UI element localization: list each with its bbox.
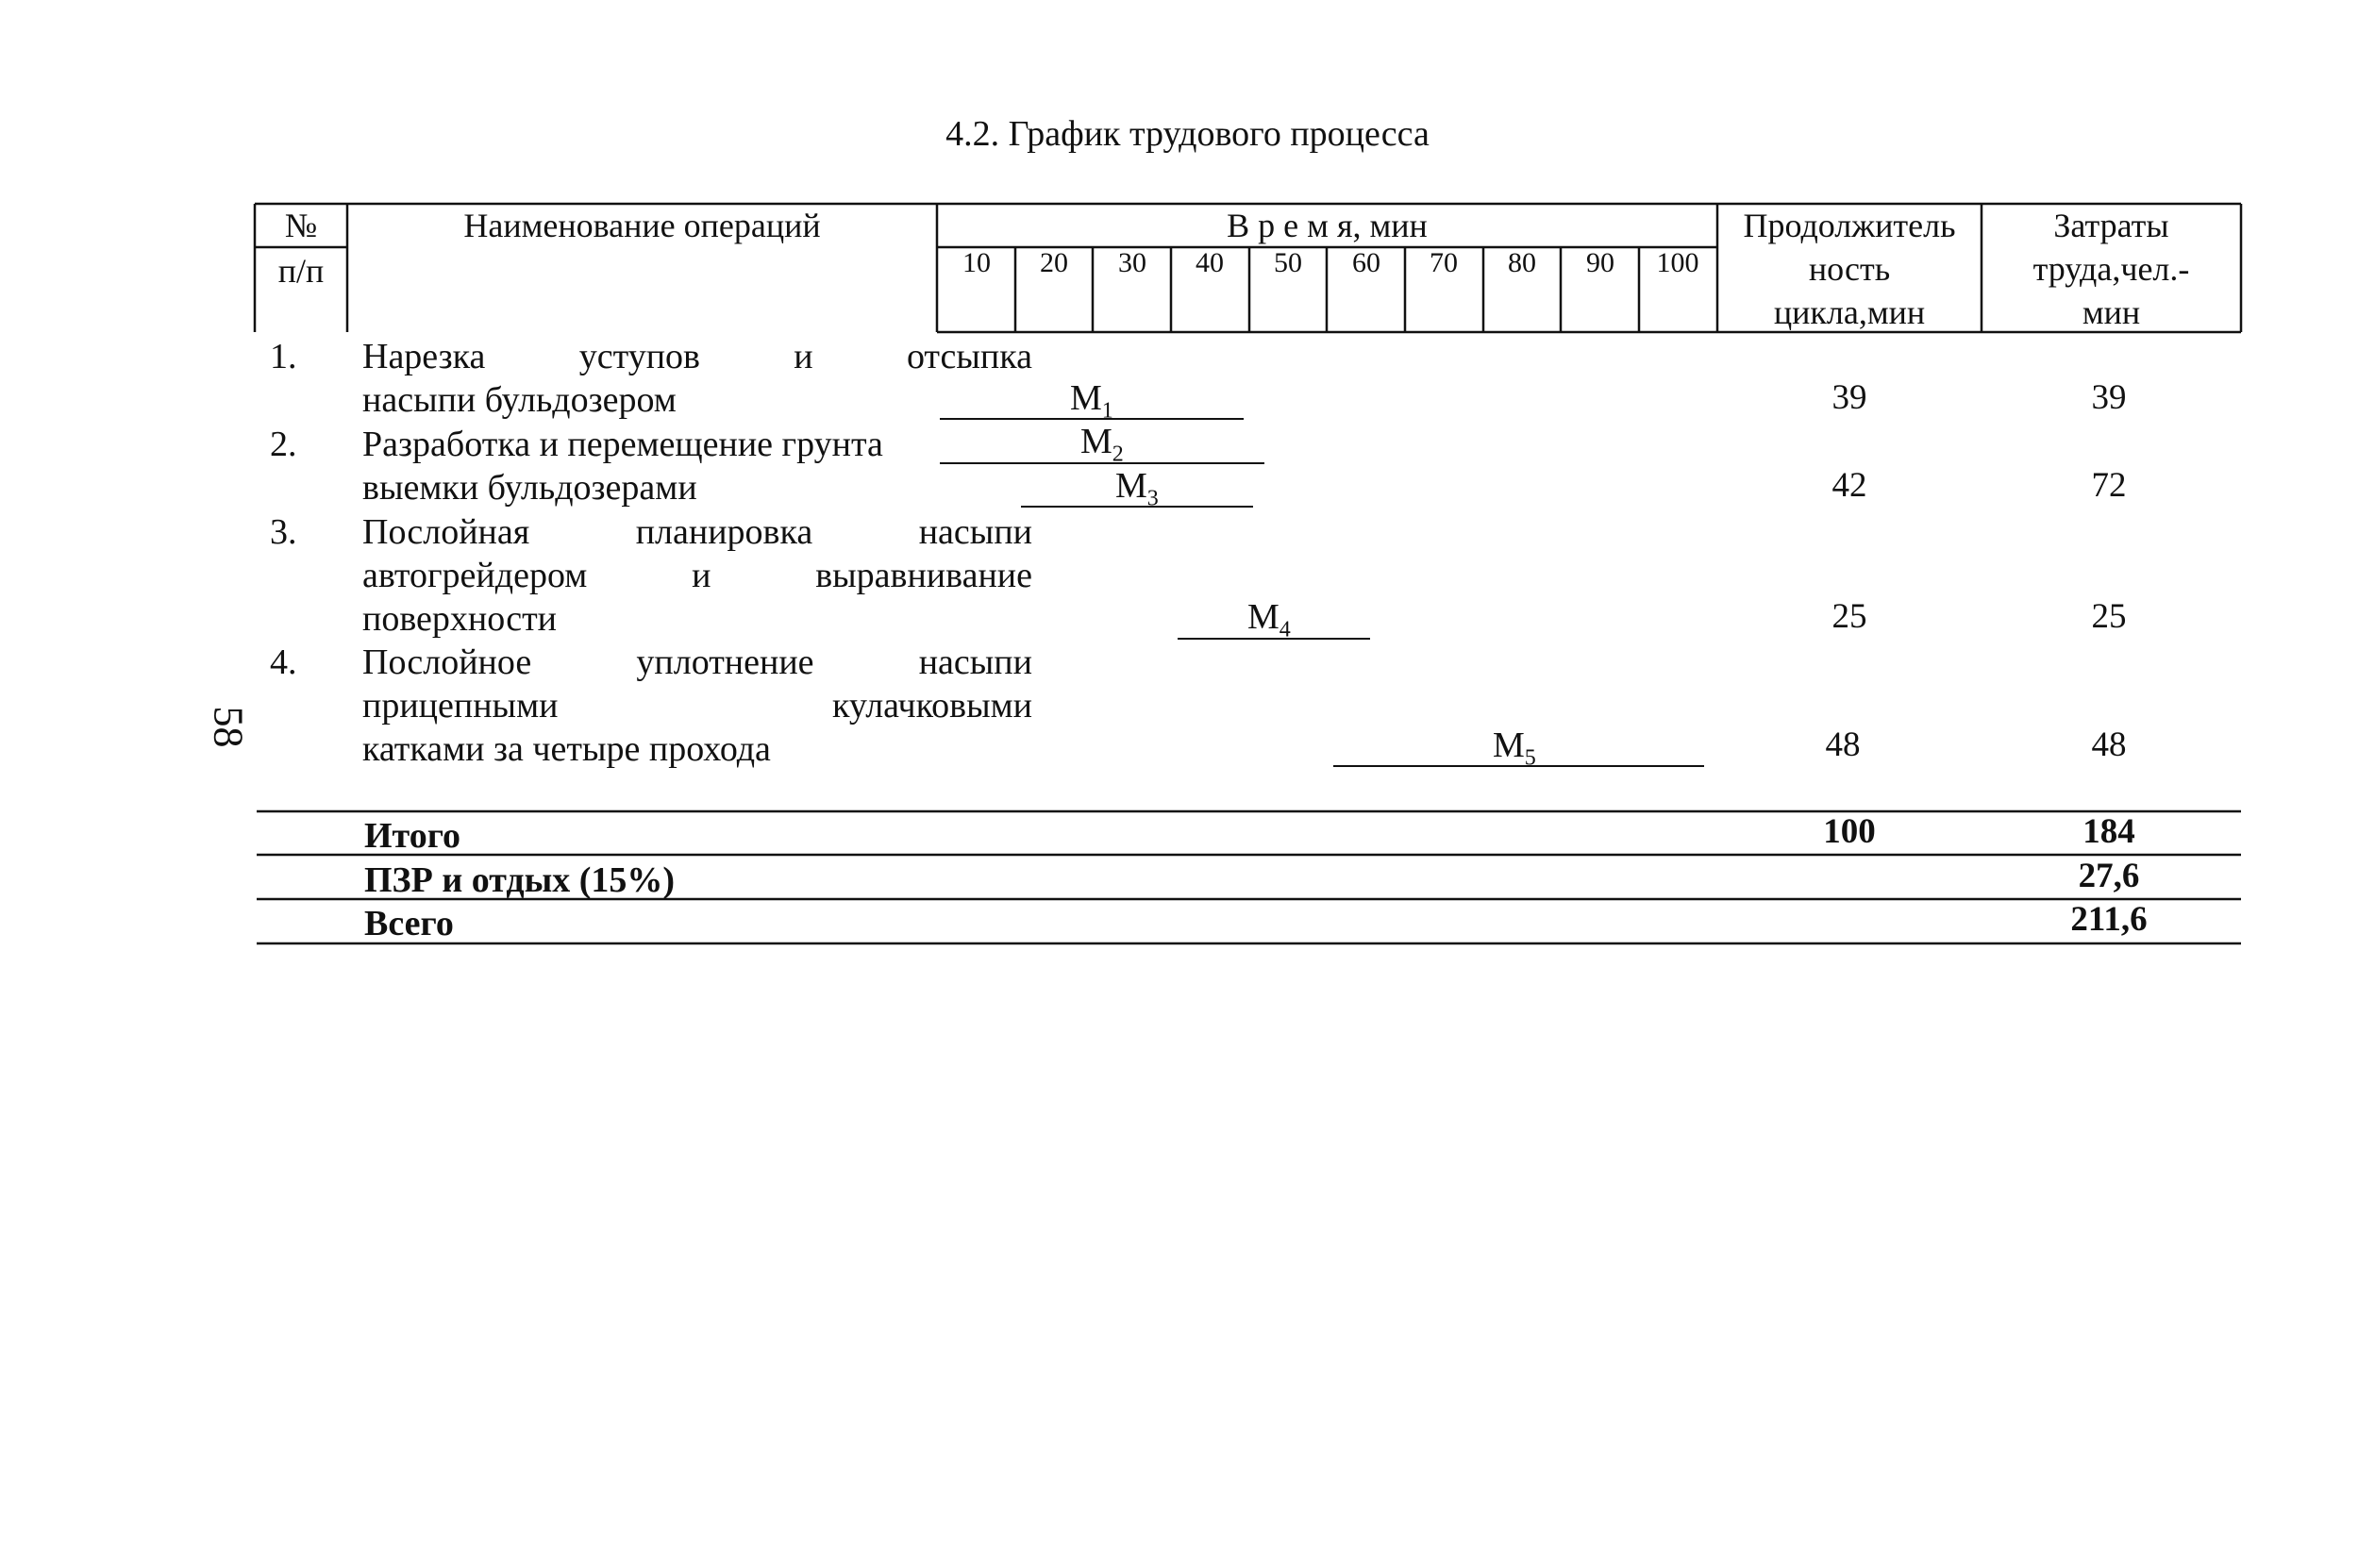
header-labor-3: мин — [2082, 293, 2141, 331]
word: Послойная — [362, 512, 530, 552]
word: выравнивание — [815, 556, 1032, 595]
operation-line: выемки бульдозерами — [362, 468, 697, 508]
time-tick: 90 — [1586, 247, 1614, 278]
header-duration-1: Продолжитель — [1743, 207, 1956, 244]
header-operation: Наименование операций — [463, 207, 821, 244]
word: планировка — [635, 512, 813, 552]
total-labor: 184 — [2082, 812, 2135, 851]
bar-label-m1: $М_1$ — [1070, 378, 1113, 424]
labor-value: 39 — [2091, 378, 2127, 417]
bar-label-m5: $М_5$ — [1493, 726, 1536, 771]
time-tick: 10 — [962, 247, 991, 278]
time-tick: 80 — [1508, 247, 1536, 278]
time-tick: 30 — [1118, 247, 1146, 278]
time-tick: 50 — [1274, 247, 1302, 278]
duration-value: 39 — [1831, 378, 1867, 417]
word: кулачковыми — [831, 686, 1032, 726]
word: уплотнение — [636, 642, 814, 682]
labor-value: 25 — [2091, 597, 2127, 636]
page-title: 4.2. График трудового процесса — [945, 114, 1430, 154]
word: и — [692, 556, 711, 595]
row-number: 4. — [270, 642, 297, 682]
operation-line — [362, 555, 1032, 596]
time-tick: 20 — [1040, 247, 1068, 278]
page-number: 58 — [205, 706, 252, 748]
operation-line: поверхности — [362, 599, 558, 639]
total-label: Итого — [364, 816, 461, 856]
time-tick: 40 — [1196, 247, 1224, 278]
operation-line — [362, 511, 1032, 553]
total-duration: 100 — [1823, 812, 1876, 851]
word: насыпи — [918, 642, 1032, 682]
header-time: В р е м я, мин — [1227, 207, 1428, 244]
labor-value: 72 — [2091, 466, 2127, 505]
word: Нарезка — [362, 337, 486, 376]
word: и — [794, 337, 813, 376]
bar-label-m4: $М_4$ — [1247, 597, 1291, 642]
word: отсыпка — [906, 337, 1032, 376]
grand-total-label: Всего — [364, 904, 454, 943]
time-tick: 70 — [1430, 247, 1458, 278]
row-number: 3. — [270, 512, 297, 552]
word: прицепными — [362, 686, 559, 726]
row-number: 2. — [270, 425, 297, 464]
duration-value: 25 — [1831, 597, 1867, 636]
word: автогрейдером — [362, 556, 588, 595]
pzr-label: ПЗР и отдых (15%) — [364, 860, 676, 900]
time-tick: 100 — [1656, 247, 1699, 278]
duration-value: 48 — [1825, 726, 1861, 764]
header-duration-3: цикла,мин — [1773, 293, 1926, 331]
duration-value: 42 — [1831, 466, 1867, 505]
bar-label-m3: $М_3$ — [1115, 466, 1159, 511]
pzr-labor: 27,6 — [2078, 857, 2140, 895]
word: Послойное — [362, 642, 532, 682]
operation-line — [362, 336, 1032, 377]
header-labor-2: труда,чел.- — [2032, 250, 2190, 288]
operation-line — [362, 685, 1032, 726]
operation-line: Разработка и перемещение грунта — [362, 425, 883, 464]
header-num: № — [284, 207, 318, 244]
header-num-sub: п/п — [277, 252, 325, 290]
row-number: 1. — [270, 337, 297, 376]
grand-total-labor: 211,6 — [2070, 900, 2148, 939]
bar-label-m2: $М_2$ — [1080, 422, 1124, 467]
time-tick: 60 — [1352, 247, 1380, 278]
operation-line: катками за четыре прохода — [362, 729, 771, 769]
word: насыпи — [918, 512, 1032, 552]
operation-line: насыпи бульдозером — [362, 380, 677, 420]
header-labor-1: Затраты — [2053, 207, 2169, 244]
operation-line — [362, 642, 1032, 683]
header-duration-2: ность — [1808, 250, 1891, 288]
labor-value: 48 — [2091, 726, 2127, 764]
word: уступов — [578, 337, 700, 376]
